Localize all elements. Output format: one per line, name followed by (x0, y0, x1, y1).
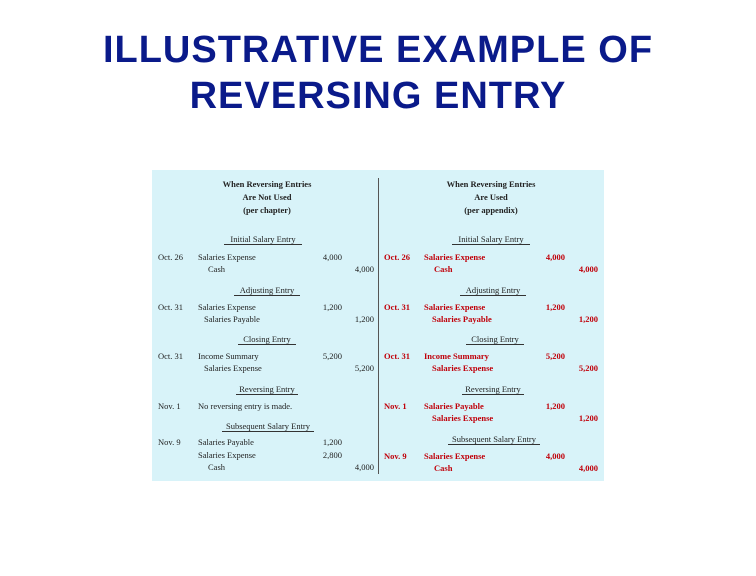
left-account: No reversing entry is made. (198, 401, 293, 411)
left-credit: 4,000 (354, 462, 374, 472)
left-credit: 1,200 (354, 314, 374, 324)
left-account: Cash (208, 462, 225, 472)
right-credit: 4,000 (578, 264, 598, 274)
right-date: Nov. 9 (384, 451, 407, 461)
right-date: Oct. 31 (384, 351, 410, 361)
left-account: Income Summary (198, 351, 259, 361)
left-date: Oct. 31 (158, 351, 184, 361)
right-date: Nov. 1 (384, 401, 407, 411)
left-header-line-3: (per chapter) (243, 205, 291, 215)
journal-comparison-panel (152, 170, 604, 481)
left-account: Salaries Payable (198, 437, 254, 447)
right-date: Oct. 26 (384, 252, 410, 262)
left-header-line-1: When Reversing Entries (222, 179, 312, 189)
right-account: Salaries Expense (432, 363, 494, 373)
left-header-line-2: Are Not Used (242, 192, 292, 202)
left-debit: 5,200 (322, 351, 342, 361)
right-account: Cash (434, 264, 453, 274)
left-date: Oct. 26 (158, 252, 184, 262)
left-heading-adjusting: Adjusting Entry (234, 285, 300, 296)
right-credit: 4,000 (578, 463, 598, 473)
right-heading-adjusting: Adjusting Entry (460, 285, 526, 296)
right-heading-closing: Closing Entry (466, 334, 524, 345)
right-heading-subsequent: Subsequent Salary Entry (448, 434, 540, 445)
left-heading-reversing: Reversing Entry (236, 384, 298, 395)
right-header-line-1: When Reversing Entries (446, 179, 536, 189)
right-account: Income Summary (424, 351, 489, 361)
right-account: Salaries Payable (432, 314, 492, 324)
slide-title-line-2: REVERSING ENTRY (189, 75, 567, 117)
right-date: Oct. 31 (384, 302, 410, 312)
right-account: Salaries Expense (424, 252, 486, 262)
right-debit: 4,000 (545, 451, 565, 461)
column-divider (378, 178, 379, 474)
left-account: Salaries Expense (198, 302, 256, 312)
right-debit: 5,200 (545, 351, 565, 361)
left-debit: 2,800 (322, 450, 342, 460)
right-account: Salaries Payable (424, 401, 484, 411)
right-debit: 4,000 (545, 252, 565, 262)
right-debit: 1,200 (545, 302, 565, 312)
slide-title-line-1: ILLUSTRATIVE EXAMPLE OF (102, 29, 654, 71)
left-credit: 5,200 (354, 363, 374, 373)
right-heading-reversing: Reversing Entry (462, 384, 524, 395)
right-debit: 1,200 (545, 401, 565, 411)
left-date: Oct. 31 (158, 302, 184, 312)
left-date: Nov. 9 (158, 437, 181, 447)
left-account: Salaries Expense (198, 252, 256, 262)
left-account: Cash (208, 264, 225, 274)
right-account: Salaries Expense (424, 302, 486, 312)
left-account: Salaries Expense (204, 363, 262, 373)
left-debit: 1,200 (322, 437, 342, 447)
right-header-line-3: (per appendix) (464, 205, 518, 215)
right-credit: 5,200 (578, 363, 598, 373)
left-debit: 4,000 (322, 252, 342, 262)
left-heading-closing: Closing Entry (238, 334, 296, 345)
right-credit: 1,200 (578, 413, 598, 423)
left-heading-initial: Initial Salary Entry (224, 234, 302, 245)
left-credit: 4,000 (354, 264, 374, 274)
right-account: Salaries Expense (432, 413, 494, 423)
left-account: Salaries Payable (204, 314, 260, 324)
left-debit: 1,200 (322, 302, 342, 312)
right-account: Salaries Expense (424, 451, 486, 461)
left-date: Nov. 1 (158, 401, 181, 411)
right-credit: 1,200 (578, 314, 598, 324)
right-header-line-2: Are Used (474, 192, 508, 202)
left-account: Salaries Expense (198, 450, 256, 460)
right-heading-initial: Initial Salary Entry (452, 234, 530, 245)
left-heading-subsequent: Subsequent Salary Entry (222, 421, 314, 432)
right-account: Cash (434, 463, 453, 473)
